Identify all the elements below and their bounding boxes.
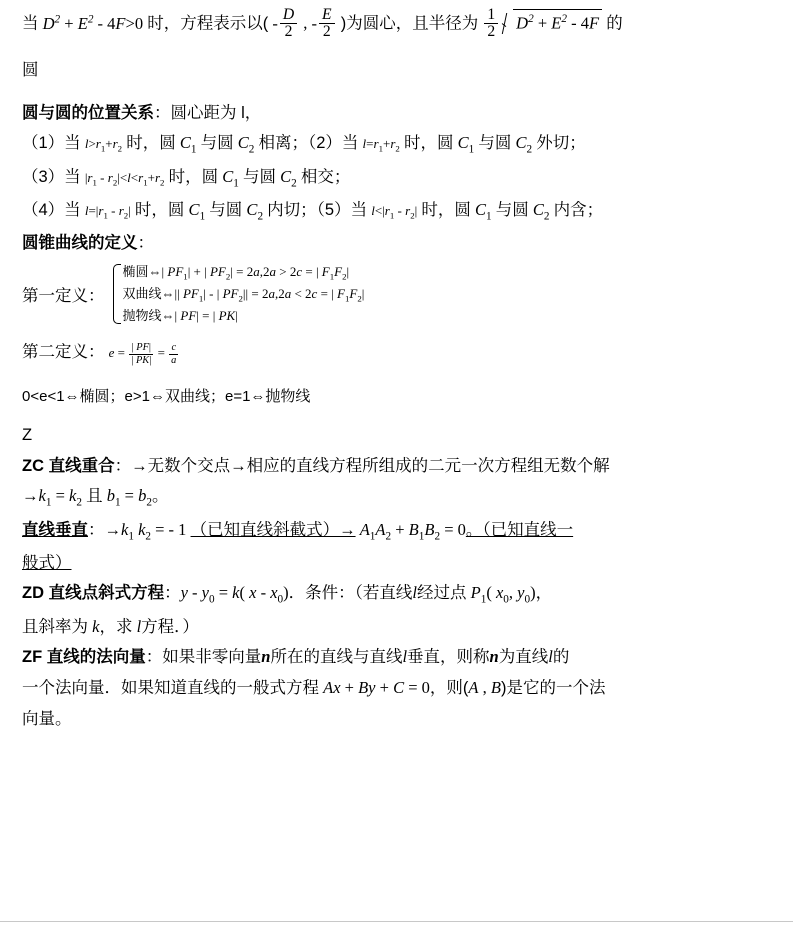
rel4-mid2: 与圆	[209, 200, 243, 219]
first-definition-brace	[109, 262, 365, 327]
rel3-mid: 时，圆	[168, 167, 219, 186]
zf-label: ZF 直线的法向量	[22, 648, 146, 667]
math-center-y: - $\frac{E}{2}$	[312, 14, 341, 33]
rel4-suffix: 内含；	[553, 200, 604, 219]
definition-ellipse-name: 椭圆	[122, 263, 149, 279]
math-condition: $D^2 + E^2 - 4F>0$	[42, 13, 144, 33]
eccentricity-text: 0<e<1⇔椭圆；e>1⇔双曲线；e=1⇔抛物线	[22, 388, 311, 406]
text-line-2	[22, 58, 771, 83]
text-line-1: 当 $D^2 + E^2 - 4F>0$ 时，方程表示以( - $\frac{D}{2}$ , - $\frac{E}{2}$ )为圆心，且半径为 $\frac{1}{2}$ $D^2 + E^2 - 4F$ 的	[22, 6, 623, 41]
rel4-mid: 时，圆	[134, 200, 185, 219]
math-tangent-out: $l=r_1+r_2$	[362, 136, 400, 154]
line1-mid: 时，方程表示以(	[147, 14, 269, 33]
definition-parabola: 抛物线⇔| PF| = | PK|	[122, 308, 238, 324]
zc-label: ZC 直线重合	[22, 456, 115, 475]
zf-line-2: 一个法向量．如果知道直线的一般式方程 Ax + By + C = 0，则(A , B)是它的一个法	[22, 678, 606, 698]
zf-p1: ：如果非零向量	[145, 648, 262, 667]
math-contain: $l<|r_1 - r_2|$	[371, 202, 418, 221]
zc-period: 。	[151, 487, 169, 506]
zf-line2-c: )是它的一个法	[500, 679, 606, 698]
zf-line-1: ZF 直线的法向量：如果非零向量n所在的直线与直线l垂直，则称n为直线l的	[22, 647, 570, 667]
zd-p1: ：	[164, 584, 181, 603]
eccentricity-line	[22, 384, 771, 409]
second-definition-block	[22, 340, 771, 366]
zc-heading-line	[22, 454, 771, 479]
perpendicular-p3: 。（已知直线一	[465, 520, 574, 539]
heading-conic-rest: ：	[137, 233, 154, 252]
second-definition-label: 第二定义：	[22, 343, 105, 362]
perpendicular-line2-text: 般式）	[22, 553, 72, 572]
rel1-prefix: （1）当	[22, 134, 81, 153]
zc-second-line: $\to k_1 = k_2$ 且 $b_1 = b_2$。	[22, 486, 169, 509]
definition-parabola-name: 抛物线	[122, 308, 162, 324]
math-center-x: - $\frac{D}{2}$	[272, 14, 303, 33]
rel4-prefix: （4）当	[22, 200, 81, 219]
rel1-mid: 时，圆	[126, 134, 176, 153]
heading-circle-relations-rest: ：圆心距为 l，	[154, 103, 262, 122]
section-letter-z	[22, 423, 771, 448]
section-letter-z-text: Z	[22, 425, 33, 444]
math-radius: $\frac{1}{2}$ $D^2 + E^2 - 4F$	[482, 14, 606, 33]
zf-line2-a: 一个法向量．如果知道直线的一般式方程	[22, 679, 319, 698]
rel1-mid4: 时，圆	[403, 134, 454, 153]
first-definition-label: 第一定义：	[22, 286, 105, 305]
zd-p2: ．条件：（若直线	[288, 584, 413, 603]
zf-p2: 所在的直线与直线	[270, 648, 403, 667]
perpendicular-line-1: 直线垂直：$\to k_1$ $k_2$ = - 1 （已知直线斜截式）→ $A_1A_2 + B_1B_2 = 0$。（已知直线一	[22, 519, 574, 542]
zf-line-3	[22, 707, 771, 732]
zd-line2-a: 且斜率为	[22, 617, 88, 636]
zd-p4: ，	[535, 584, 553, 603]
text-line-relation-4-5: （4）当 $l=|r_1 - r_2|$ 时，圆 $C_1$ 与圆 $C_2$ 内切；（5）当 $l<|r_1 - r_2|$ 时，圆 $C_1$ 与圆 $C_2$ 内含；	[22, 199, 604, 222]
line1-suffix: 的	[606, 14, 623, 33]
line2-text: 圆	[22, 60, 39, 79]
definition-ellipse: 椭圆⇔| $PF_1|$ + | $PF_2| = 2a,2a > 2c$ = | $F_1F_2|$	[122, 263, 350, 282]
zd-p3: 经过点	[416, 584, 467, 603]
math-second-definition: e = $\frac{| PF|}{| PK|}$ = $\frac{c}{a}$	[108, 342, 177, 366]
rel4-mid3: 内切；（5）当	[267, 200, 368, 219]
rel4-mid4: 时，圆	[421, 200, 471, 219]
rel1-mid2: 与圆	[200, 134, 234, 153]
heading-conic-definition	[22, 231, 771, 256]
rel3-prefix: （3）当	[22, 167, 81, 186]
text-line-relation-3: （3）当 $|r_1 - r_2|<l<r_1+r_2$ 时，圆 $C_1$ 与圆 $C_2$ 相交；	[22, 166, 351, 189]
line1-prefix: 当	[22, 14, 39, 33]
perpendicular-line-2	[22, 551, 771, 576]
heading-circle-relations	[22, 101, 771, 126]
zd-label: ZD 直线点斜式方程	[22, 584, 165, 603]
definition-hyperbola-name: 双曲线	[122, 285, 162, 301]
zf-line3-text: 向量。	[22, 709, 72, 728]
zd-line2-c: 方程．）	[141, 617, 199, 636]
rel1-suffix: 外切；	[536, 134, 586, 153]
line1-mid2: )为圆心，且半径为	[340, 14, 479, 33]
rel1-mid3: 相离；（2）当	[258, 134, 359, 153]
zd-line-1: ZD 直线点斜式方程：$y - y_0 = k$( x - $x_0$)．条件：（若直线l经过点 $P_1$( $x_0$, $y_0$)，	[22, 583, 553, 606]
zd-line-2: 且斜率为 k，求 l方程．）	[22, 616, 199, 636]
math-tangent-in: $l=|r_1 - r_2|$	[84, 202, 131, 221]
zc-conj: 且	[86, 487, 103, 506]
zd-line2-b: ，求	[99, 617, 133, 636]
first-definition-block	[22, 262, 771, 327]
rel1-mid5: 与圆	[478, 134, 512, 153]
perpendicular-p1: ：→	[88, 520, 121, 539]
zf-p4: 为直线	[498, 648, 549, 667]
text-line-relation-1-2: （1）当 $l>r_1+r_2$ 时，圆 $C_1$ 与圆 $C_2$ 相离；（2）当 $l=r_1+r_2$ 时，圆 $C_1$ 与圆 $C_2$ 外切；	[22, 133, 586, 156]
math-separate: $l>r_1+r_2$	[84, 136, 123, 154]
heading-conic-label: 圆锥曲线的定义	[22, 233, 138, 252]
perpendicular-p2: （已知直线斜截式）→	[190, 520, 356, 539]
bottom-divider	[0, 921, 793, 922]
definition-hyperbola: 双曲线⇔|| $PF_1|$ - | $PF_2|| = 2a,2a < 2c$ = | $F_1F_2|$	[122, 285, 365, 304]
zc-rest: ：→无数个交点→相应的直线方程所组成的二元一次方程组无数个解	[114, 456, 610, 475]
rel4-mid5: 与圆	[495, 200, 529, 219]
rel3-mid2: 与圆	[242, 167, 276, 186]
rel3-suffix: 相交；	[300, 167, 351, 186]
math-intersect: $|r_1 - r_2|<l<r_1+r_2$	[84, 169, 165, 188]
zf-line2-b: ，则(	[429, 679, 469, 698]
perpendicular-label: 直线垂直	[22, 520, 88, 539]
zf-p3: 垂直，则称	[407, 648, 490, 667]
heading-circle-relations-label: 圆与圆的位置关系	[22, 103, 154, 122]
zf-p5: 的	[552, 648, 570, 667]
